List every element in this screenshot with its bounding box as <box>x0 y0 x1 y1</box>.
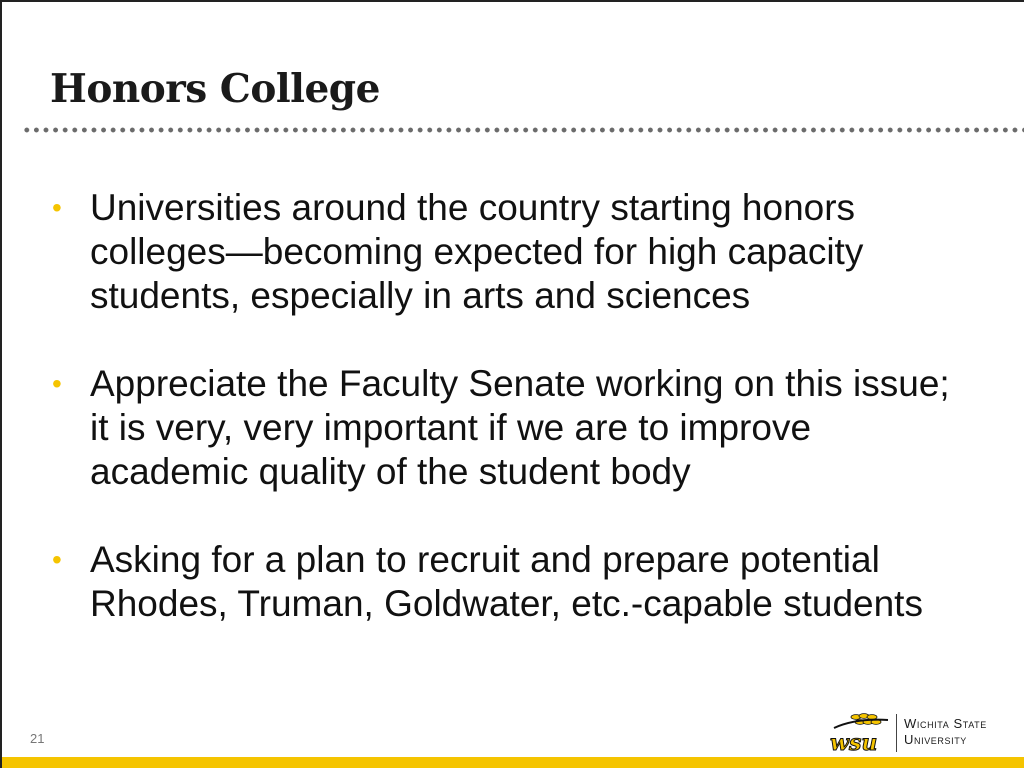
page-number: 21 <box>30 731 45 746</box>
bullet-list <box>46 186 976 670</box>
university-name-line1: Wichita State <box>904 716 987 731</box>
bullet-text: Asking for a plan to recruit and prepare potential Rhodes, Truman, Goldwater, etc.-capable students <box>90 539 923 624</box>
university-logo <box>826 708 1010 756</box>
bullet-icon: • <box>52 544 62 575</box>
dotted-divider <box>22 126 1024 134</box>
slide-title: Honors College <box>50 66 380 112</box>
bullet-item <box>46 186 976 318</box>
bullet-text: Universities around the country starting honors colleges—becoming expected for high capacity students, especially in arts and sciences <box>90 187 864 316</box>
bullet-item <box>46 538 976 626</box>
bullet-text: Appreciate the Faculty Senate working on this issue; it is very, very important if we are to improve academic quality of the student body <box>90 363 950 492</box>
footer-accent-bar <box>2 757 1024 768</box>
university-name-line2: University <box>904 732 967 747</box>
logo-divider <box>896 714 897 752</box>
shocker-wheat-logo-icon <box>826 708 890 756</box>
logo-mark-text: wsu <box>830 730 878 756</box>
bullet-icon: • <box>52 368 62 399</box>
bullet-icon: • <box>52 192 62 223</box>
bullet-item <box>46 362 976 494</box>
university-name <box>904 716 987 748</box>
